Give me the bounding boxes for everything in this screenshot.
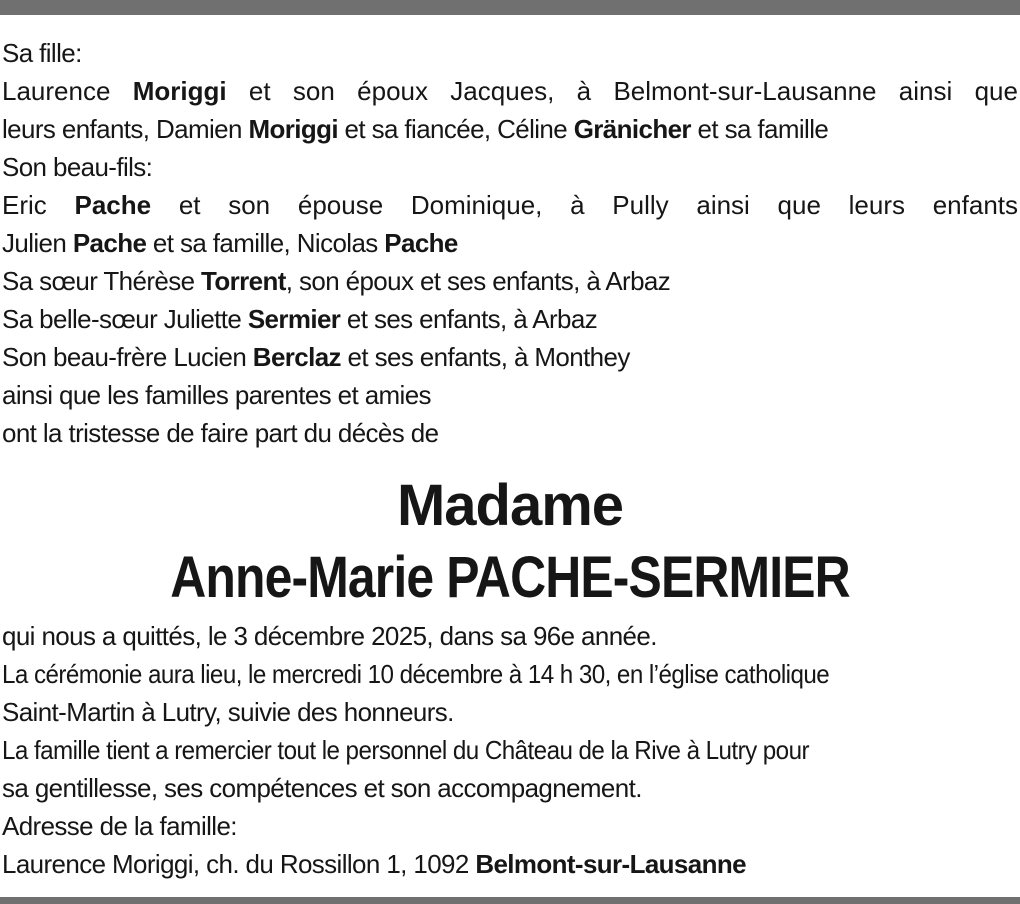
surname: Torrent — [201, 266, 286, 296]
text-run: Laurence — [2, 76, 133, 106]
text-line: Sa fille: — [2, 38, 82, 68]
text-run: Eric — [2, 190, 75, 220]
deceased-name: Anne-Marie PACHE-SERMIER — [170, 545, 850, 610]
text-line: La famille tient a remercier tout le personnel du Château de la Rive à Lutry pour — [2, 735, 809, 765]
surname: Pache — [384, 228, 458, 258]
text-line: qui nous a quittés, le 3 décembre 2025, dans sa 96e année. — [2, 621, 657, 651]
surname: Berclaz — [252, 342, 341, 372]
text-run: et son épouse Dominique, à Pully ainsi que leurs enfants — [151, 190, 1018, 220]
surname: Pache — [72, 228, 147, 258]
family-address — [2, 845, 1016, 883]
text-run: Son beau-frère Lucien — [2, 342, 253, 372]
text-run: , son époux et ses enfants, à Arbaz — [285, 266, 671, 296]
surname: Gränicher — [573, 114, 691, 144]
bottom-rule — [0, 897, 1020, 904]
surname: Moriggi — [248, 114, 338, 144]
text-line: ainsi que les familles parentes et amies — [2, 380, 431, 410]
text-run: Sa belle-sœur Juliette — [2, 304, 248, 334]
text-run: Julien — [2, 228, 73, 258]
text-run: et son époux Jacques, à Belmont-sur-Lausanne ainsi que — [226, 76, 1018, 106]
ceremony-details — [2, 617, 1018, 883]
text-run: et ses enfants, à Monthey — [340, 342, 630, 372]
text-line — [2, 110, 1016, 148]
text-line — [2, 300, 1016, 338]
text-line: Adresse de la famille: — [2, 811, 237, 841]
text-line: Saint-Martin à Lutry, suivie des honneurs. — [2, 697, 454, 727]
text-run: et ses enfants, à Arbaz — [340, 304, 598, 334]
text-line: Son beau-fils: — [2, 152, 153, 182]
text-run: et sa famille — [690, 114, 829, 144]
text-line — [2, 262, 1016, 300]
surname: Pache — [74, 190, 152, 220]
text-run: leurs enfants, Damien — [2, 114, 249, 144]
honorific-title: Madame — [396, 473, 624, 538]
text-line: sa gentillesse, ses compétences et son accompagnement. — [2, 773, 642, 803]
text-line: La cérémonie aura lieu, le mercredi 10 décembre à 14 h 30, en l’église catholique — [2, 659, 830, 689]
text-run: et sa famille, Nicolas — [146, 228, 385, 258]
text-run: et sa fiancée, Céline — [337, 114, 574, 144]
surname: Sermier — [247, 304, 341, 334]
text-line — [2, 72, 1018, 110]
text-run: Laurence Moriggi, ch. du Rossillon 1, 1092 — [2, 849, 476, 879]
text-line: ont la tristesse de faire part du décès de — [2, 418, 439, 448]
text-line — [2, 224, 1016, 262]
text-line — [2, 338, 1016, 376]
deceased-heading — [0, 470, 1020, 614]
family-list — [2, 34, 1018, 452]
address-town: Belmont-sur-Lausanne — [475, 849, 746, 879]
text-line — [2, 186, 1018, 224]
top-rule — [0, 0, 1020, 15]
text-run: Sa sœur Thérèse — [2, 266, 202, 296]
surname: Moriggi — [132, 76, 227, 106]
